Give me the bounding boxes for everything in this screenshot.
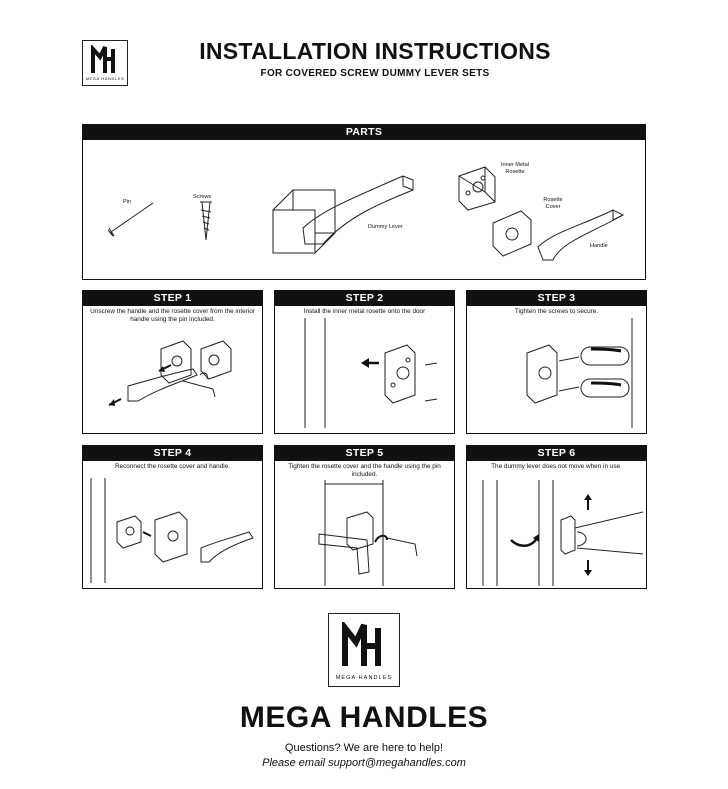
step-6-illustration <box>467 478 646 588</box>
step-6-title: STEP 6 <box>467 446 646 461</box>
screws-label: Screws <box>193 194 212 200</box>
brand-name: MEGA HANDLES <box>239 701 489 734</box>
page-subtitle: FOR COVERED SCREW DUMMY LEVER SETS <box>260 68 490 79</box>
support-question: Questions? We are here to help! <box>284 742 444 754</box>
step-3-text: Tighten the screws to secure. <box>514 308 599 315</box>
step-1-panel <box>82 290 263 434</box>
step-5-text: Tighten the rosette cover and the handle using the pin included. <box>288 463 441 478</box>
step-6-panel <box>466 445 647 589</box>
step-3-panel <box>466 290 647 434</box>
page-title: INSTALLATION INSTRUCTIONS <box>199 38 551 64</box>
handle-label: Handle <box>590 243 608 249</box>
inner-metal-rosette-label: Inner Metal Rosette <box>501 162 529 175</box>
step-4-text: Reconnect the rosette cover and handle. <box>114 463 231 470</box>
mh-monogram-icon <box>342 622 388 668</box>
step-5-illustration <box>275 478 454 588</box>
step-5-panel <box>274 445 455 589</box>
step-2-panel <box>274 290 455 434</box>
parts-panel <box>82 124 646 280</box>
step-4-panel <box>82 445 263 589</box>
parts-heading: PARTS <box>83 125 645 140</box>
step-4-illustration <box>83 468 262 588</box>
brand-logo-large <box>328 613 400 687</box>
support-email[interactable]: Please email support@megahandles.com <box>262 757 466 769</box>
step-5-title: STEP 5 <box>275 446 454 461</box>
mh-monogram-icon <box>91 45 119 75</box>
dummy-lever-label: Dummy Lever <box>368 224 403 230</box>
step-1-text: Unscrew the handle and the rosette cover from the interior handle using the pin included. <box>90 308 255 323</box>
parts-illustration <box>83 140 645 280</box>
brand-logo-small <box>82 40 128 86</box>
rosette-cover-label: Rosette Cover <box>543 197 563 210</box>
step-4-title: STEP 4 <box>83 446 262 461</box>
pin-label: Pin <box>123 199 132 205</box>
step-2-text: Install the inner metal rosette onto the door <box>303 308 426 315</box>
step-6-text: The dummy lever does not move when in use. <box>491 463 622 470</box>
step-2-title: STEP 2 <box>275 291 454 306</box>
step-3-title: STEP 3 <box>467 291 646 306</box>
logo-text: MEGA HANDLES <box>335 675 393 681</box>
step-2-illustration <box>275 313 454 433</box>
step-1-illustration <box>83 331 262 431</box>
step-3-illustration <box>467 313 646 433</box>
step-1-title: STEP 1 <box>83 291 262 306</box>
logo-text: MEGA HANDLES <box>85 76 125 81</box>
